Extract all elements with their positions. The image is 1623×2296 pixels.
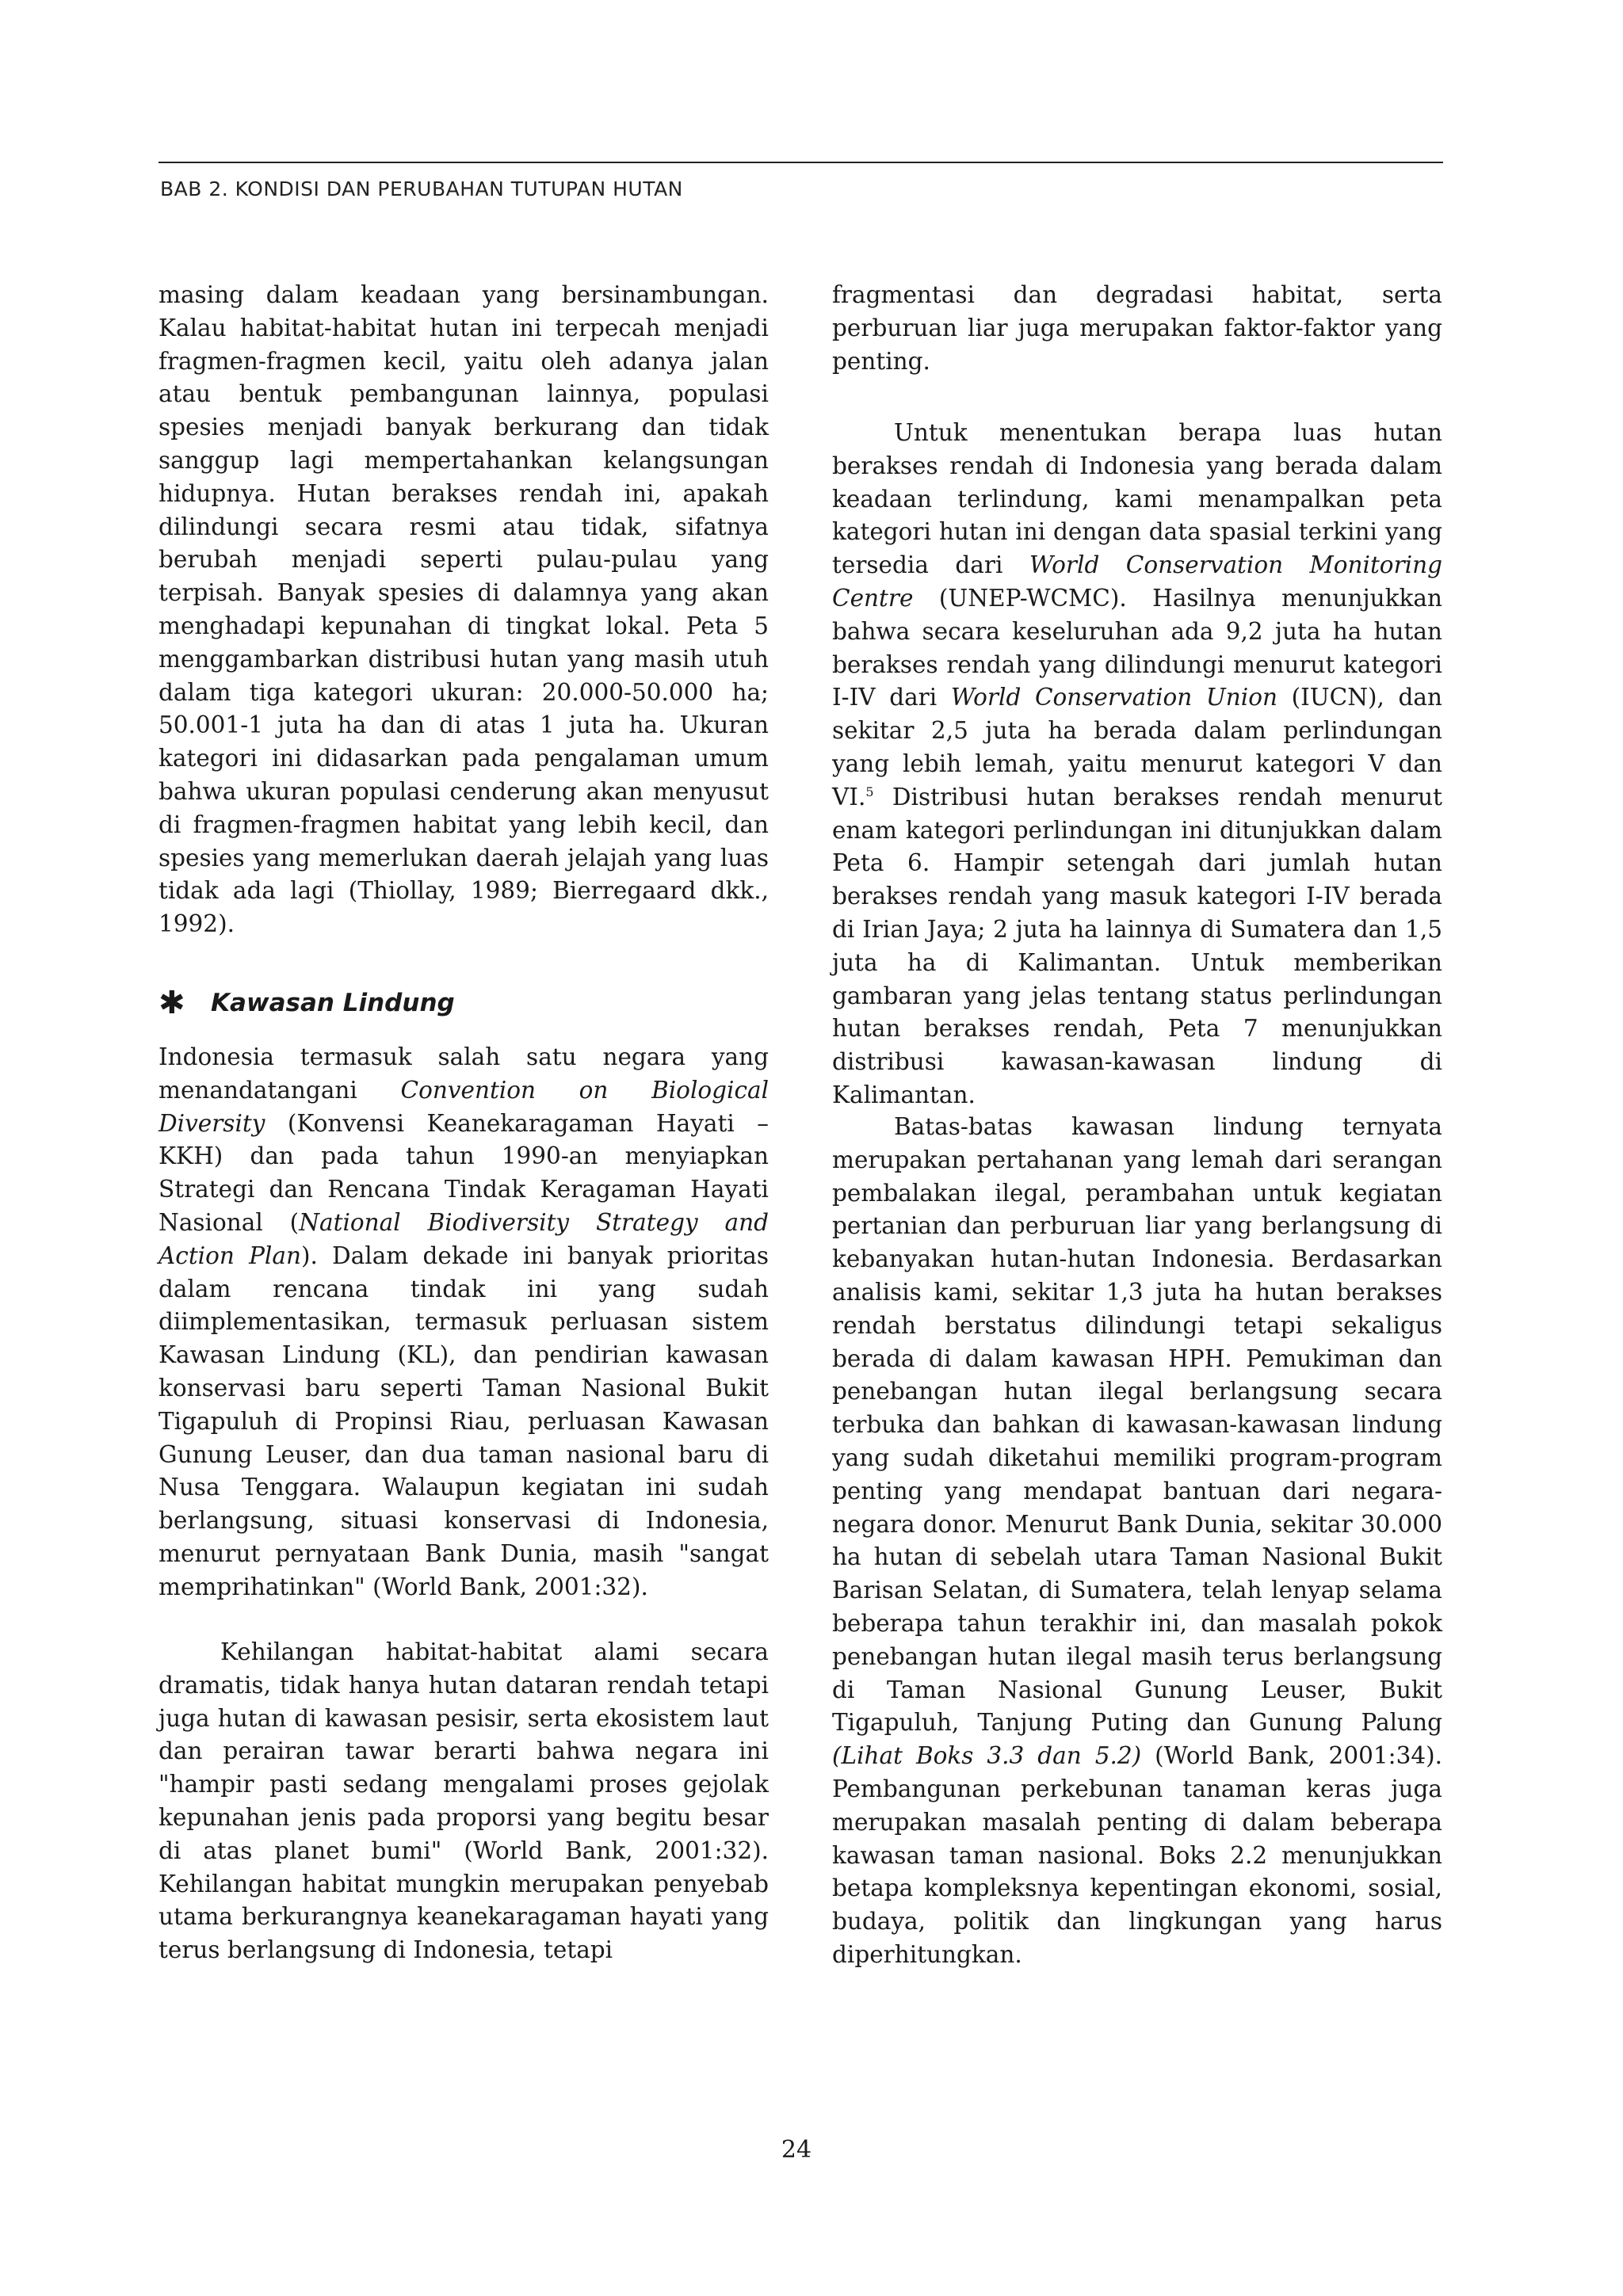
asterisk-icon: ✱: [158, 985, 185, 1021]
italic-text: World Conservation Union: [950, 684, 1277, 711]
text-segment: masing dalam keadaan yang bersinambungan. Kalau habitat-habitat hutan ini terpecah menjadi fragmen-fragmen kecil, yaitu oleh adanya jalan atau bentuk pembangunan lainnya, populasi spesies menjadi banyak berkurang dan tidak sanggup lagi mempertahankan kelangsungan hidupnya. Hutan berakses rendah ini, apakah dilindungi secara resmi atau tidak, sifatnya berubah menjadi seperti pulau-pulau yang terpisah. Banyak spesies di dalamnya yang akan menghadapi kepunahan di tingkat lokal. Peta 5 menggambarkan distribusi hutan yang masih utuh dalam tiga kategori ukuran: 20.000-50.000 ha; 50.001-1 juta ha dan di atas 1 juta ha. Ukuran kategori ini didasarkan pada pengalaman umum bahwa ukuran populasi cenderung akan menyusut di fragmen-fragmen habitat yang lebih kecil, dan spesies yang memerlukan daerah jelajah yang luas tidak ada lagi (Thiollay, 1989; Bierregaard dkk., 1992).: [158, 281, 769, 938]
text-segment: Kehilangan habitat-habitat alami secara dramatis, tidak hanya hutan dataran rendah tetapi juga hutan di kawasan pesisir, serta ekosistem laut dan perairan tawar berarti bahwa negara ini "hampir pasti sedang mengalami proses gejolak kepunahan jenis pada proporsi yang begitu besar di atas planet bumi" (World Bank, 2001:32). Kehilangan habitat mungkin merupakan penyebab utama berkurangnya keanekaragaman hayati yang terus berlangsung di Indonesia, tetapi: [158, 1638, 769, 1964]
text-segment: (World Bank, 2001:34). Pembangunan perkebunan tanaman keras juga merupakan masalah penting di dalam beberapa kawasan taman nasional. Boks 2.2 menunjukkan betapa kompleksnya kepentingan ekonomi, sosial, budaya, politik dan lingkungan yang harus diperhitungkan.: [832, 1742, 1442, 1968]
paragraph: [158, 279, 769, 941]
text-segment: (Konvensi Keanekaragaman Hayati – KKH) dan pada tahun 1990-an menyiapkan Strategi dan Rencana Tindak Keragaman Hayati Nasional (: [158, 1109, 769, 1236]
paragraph: [832, 279, 1442, 378]
section-heading-text: Kawasan Lindung: [211, 989, 455, 1017]
italic-text: World Conservation Monitoring Centre: [832, 551, 1442, 612]
left-column-bottom: [158, 1636, 769, 1967]
running-header: BAB 2. KONDISI DAN PERUBAHAN TUTUPAN HUTAN: [160, 177, 683, 200]
right-column: [832, 279, 1442, 378]
text-segment: Untuk menentukan berapa luas hutan berakses rendah di Indonesia yang berada dalam keadaan terlindung, kami menampalkan peta kategori hutan ini dengan data spasial terkini yang tersedia dari: [832, 419, 1442, 579]
text-segment: Batas-batas kawasan lindung ternyata merupakan pertahanan yang lemah dari serangan pembalakan ilegal, perambahan untuk kegiatan pertanian dan perburuan liar yang berlangsung di kebanyakan hutan-hutan Indonesia. Berdasarkan analisis kami, sekitar 1,3 juta ha hutan berakses rendah berstatus dilindungi tetapi sekaligus berada di dalam kawasan HPH. Pemukiman dan penebangan hutan ilegal berlangsung secara terbuka dan bahkan di kawasan-kawasan lindung yang sudah diketahui memiliki program-program penting yang mendapat bantuan dari negara-negara donor. Menurut Bank Dunia, sekitar 30.000 ha hutan di sebelah utara Taman Nasional Bukit Barisan Selatan, di Sumatera, telah lenyap selama beberapa tahun terakhir ini, dan masalah pokok penebangan hutan ilegal masih terus berlangsung di Taman Nasional Gunung Leuser, Bukit Tigapuluh, Tanjung Puting dan Gunung Palung: [832, 1113, 1442, 1737]
paragraph: [158, 1636, 769, 1967]
section-heading: [158, 987, 769, 1020]
italic-text: National Biodiversity Strategy and Action Plan: [158, 1208, 769, 1269]
paragraph: [158, 1041, 769, 1604]
page-number: 24: [781, 2136, 812, 2164]
text-segment: ). Dalam dekade ini banyak prioritas dalam rencana tindak ini yang sudah diimplementasikan, termasuk perluasan sistem Kawasan Lindung (KL), dan pendirian kawasan konservasi baru seperti Taman Nasional Bukit Tigapuluh di Propinsi Riau, perluasan Kawasan Gunung Leuser, dan dua taman nasional baru di Nusa Tenggara. Walaupun kegiatan ini sudah berlangsung, situasi konservasi di Indonesia, menurut pernyataan Bank Dunia, masih "sangat memprihatinkan" (World Bank, 2001:32).: [158, 1241, 769, 1600]
italic-text: (Lihat Boks 3.3 dan 5.2): [832, 1742, 1142, 1770]
header-rule: [158, 162, 1443, 163]
text-segment: Distribusi hutan berakses rendah menurut enam kategori perlindungan ini ditunjukkan dalam Peta 6. Hampir setengah dari jumlah hutan berakses rendah yang masuk kategori I-IV berada di Irian Jaya; 2 juta ha lainnya di Sumatera dan 1,5 juta ha di Kalimantan. Untuk memberikan gambaran yang jelas tentang status perlindungan hutan berakses rendah, Peta 7 menunjukkan distribusi kawasan-kawasan lindung di Kalimantan.: [832, 783, 1442, 1108]
text-segment: (UNEP-WCMC). Hasilnya menunjukkan bahwa secara keseluruhan ada 9,2 juta ha hutan berakses rendah yang dilindungi menurut kategori I-IV dari: [832, 584, 1442, 711]
text-segment: fragmentasi dan degradasi habitat, serta perburuan liar juga merupakan faktor-faktor yang penting.: [832, 281, 1442, 375]
text-segment: (IUCN), dan sekitar 2,5 juta ha berada dalam perlindungan yang lebih lemah, yaitu menurut kategori V dan VI.: [832, 684, 1442, 810]
left-column: [158, 279, 769, 941]
paragraph: [832, 1111, 1442, 1972]
left-column-lower: [158, 1041, 769, 1604]
paragraph: [832, 417, 1442, 1112]
footnote-ref: 5: [865, 784, 874, 799]
right-column-mid: [832, 417, 1442, 1112]
right-column-lower: [832, 1111, 1442, 1972]
italic-text: Convention on Biological Diversity: [158, 1076, 769, 1137]
text-segment: Indonesia termasuk salah satu negara yang menandatangani: [158, 1043, 769, 1104]
